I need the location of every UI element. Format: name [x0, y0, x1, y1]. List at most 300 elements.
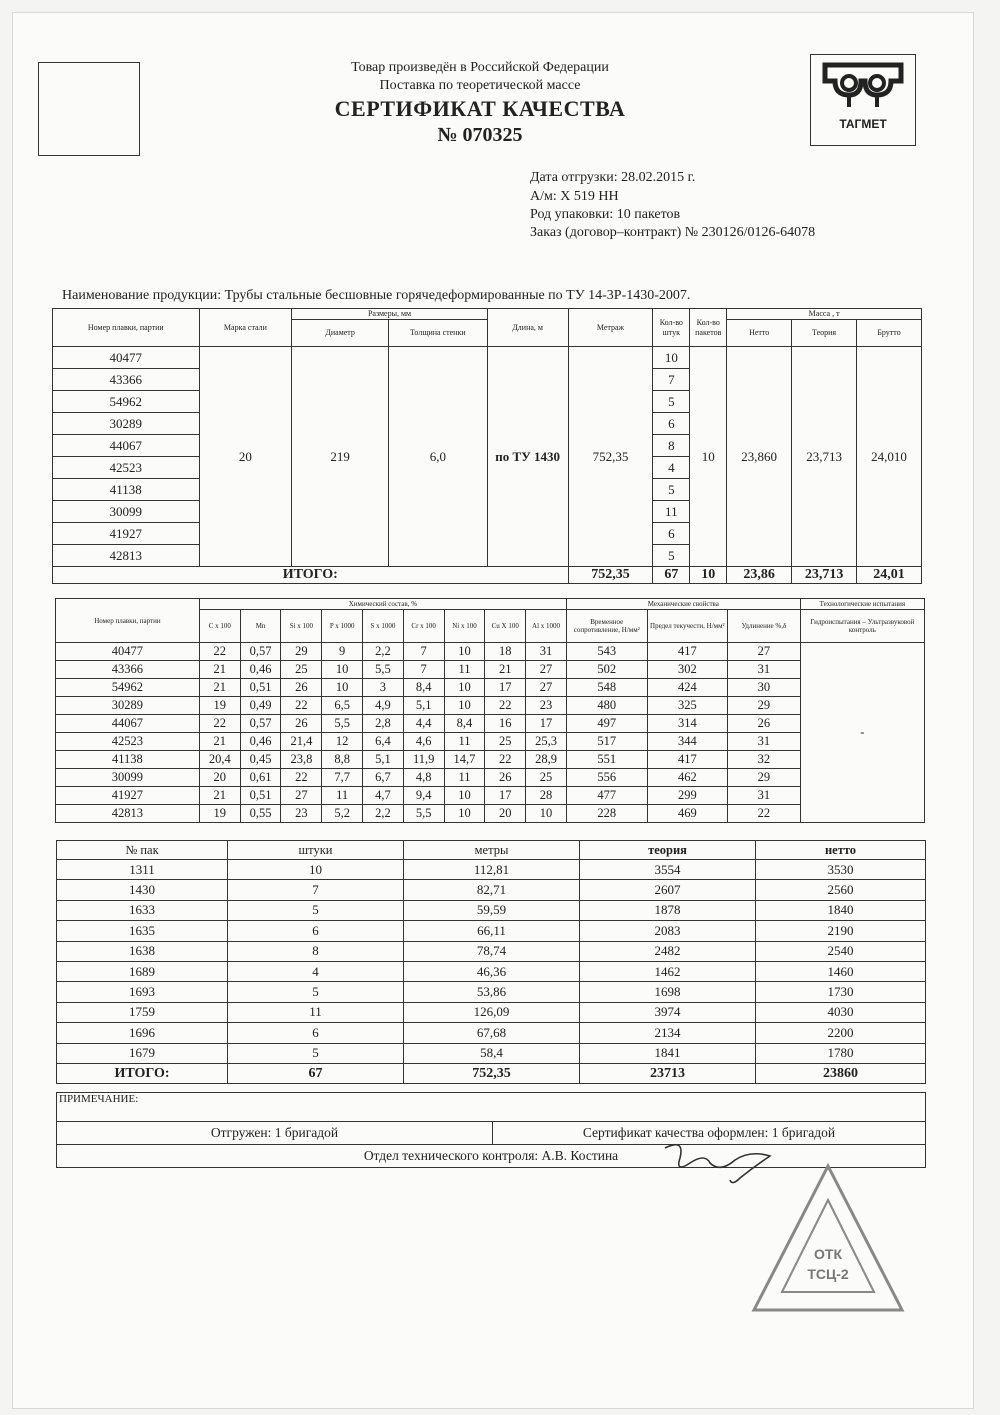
net-cell: 2190	[756, 921, 926, 941]
theory-cell: 2083	[580, 921, 756, 941]
net-cell: 1730	[756, 982, 926, 1002]
stamp-otk: ОТК	[814, 1246, 842, 1262]
value-cell: 0,55	[240, 805, 281, 823]
meters-cell: 53,86	[404, 982, 580, 1002]
value-cell: 314	[647, 715, 728, 733]
net-cell: 4030	[756, 1002, 926, 1022]
value-cell: 22	[281, 769, 322, 787]
col-length: Длина, м	[487, 309, 568, 347]
value-cell: 10	[526, 805, 567, 823]
col-yield: Предел текучести, Н/мм²	[647, 610, 728, 643]
meters-cell: 78,74	[404, 941, 580, 961]
net-cell: 2560	[756, 880, 926, 900]
value-cell: 0,57	[240, 643, 281, 661]
logo-mark-icon	[811, 55, 915, 125]
value-cell: 22	[485, 697, 526, 715]
col-chem: Химический состав, %	[199, 599, 566, 610]
value-cell: 8,4	[444, 715, 485, 733]
value-cell: 31	[728, 733, 801, 751]
value-cell: 551	[566, 751, 647, 769]
pack-cell: 1633	[57, 900, 228, 920]
col-packages: Кол-во пакетов	[690, 309, 727, 347]
col-grade: Марка стали	[199, 309, 292, 347]
meters-cell: 46,36	[404, 961, 580, 981]
meters-cell: 58,4	[404, 1043, 580, 1063]
value-cell: 0,61	[240, 769, 281, 787]
col-pieces: штуки	[228, 841, 404, 860]
ship-date: Дата отгрузки: 28.02.2015 г.	[530, 170, 696, 185]
col-diameter: Диаметр	[292, 320, 389, 347]
meters-cell: 59,59	[404, 900, 580, 920]
value-cell: 10	[444, 679, 485, 697]
meters-cell: 752,35	[568, 347, 653, 567]
total-pieces: 67	[228, 1063, 404, 1083]
wall-cell: 6,0	[389, 347, 488, 567]
pieces-cell: 5	[228, 900, 404, 920]
value-cell: 5,5	[322, 715, 363, 733]
value-cell: 9	[322, 643, 363, 661]
delivery-line: Поставка по теоретической массе	[379, 78, 581, 93]
pack-cell: 1693	[57, 982, 228, 1002]
col-c: C x 100	[199, 610, 240, 643]
value-cell: 11	[444, 769, 485, 787]
pieces-cell: 5	[228, 982, 404, 1002]
melt-cell: 41927	[56, 787, 200, 805]
pieces-cell: 5	[653, 545, 690, 567]
meters-cell: 126,09	[404, 1002, 580, 1022]
table-row	[56, 805, 925, 823]
col-net: нетто	[756, 841, 926, 860]
value-cell: 5,1	[363, 751, 404, 769]
col-meters: метры	[404, 841, 580, 860]
value-cell: 6,5	[322, 697, 363, 715]
total-gross: 24,01	[857, 567, 922, 584]
value-cell: 477	[566, 787, 647, 805]
pieces-cell: 8	[653, 435, 690, 457]
value-cell: 31	[728, 787, 801, 805]
pieces-cell: 5	[228, 1043, 404, 1063]
meters-cell: 112,81	[404, 860, 580, 880]
issued-by: Сертификат качества оформлен: 1 бригадой	[493, 1122, 926, 1145]
value-cell: 25	[281, 661, 322, 679]
pieces-cell: 5	[653, 479, 690, 501]
value-cell: 6,7	[363, 769, 404, 787]
col-sizes: Размеры, мм	[292, 309, 487, 320]
value-cell: 0,51	[240, 679, 281, 697]
value-cell: 2,2	[363, 643, 404, 661]
theory-cell: 3554	[580, 860, 756, 880]
col-tech: Технологические испытания	[800, 599, 924, 610]
value-cell: 0,49	[240, 697, 281, 715]
total-theory: 23713	[580, 1063, 756, 1083]
col-meters: Метраж	[568, 309, 653, 347]
pieces-cell: 11	[653, 501, 690, 523]
col-pack: № пак	[57, 841, 228, 860]
value-cell: 8,8	[322, 751, 363, 769]
col-s: S x 1000	[363, 610, 404, 643]
value-cell: 20	[199, 769, 240, 787]
pack-cell: 1311	[57, 860, 228, 880]
value-cell: 25	[485, 733, 526, 751]
length-cell: по ТУ 1430	[487, 347, 568, 567]
table-row	[56, 787, 925, 805]
col-p: P x 1000	[322, 610, 363, 643]
table-row	[57, 860, 926, 880]
grade-cell: 20	[199, 347, 292, 567]
value-cell: 4,7	[363, 787, 404, 805]
meters-cell: 66,11	[404, 921, 580, 941]
company-logo	[810, 54, 916, 146]
value-cell: 299	[647, 787, 728, 805]
value-cell: 5,5	[363, 661, 404, 679]
col-al: Al x 1000	[526, 610, 567, 643]
melt-cell: 30289	[53, 413, 200, 435]
total-net: 23860	[756, 1063, 926, 1083]
value-cell: 21	[485, 661, 526, 679]
theory-cell: 2607	[580, 880, 756, 900]
net-cell: 3530	[756, 860, 926, 880]
melt-cell: 30099	[56, 769, 200, 787]
col-mn: Mn	[240, 610, 281, 643]
value-cell: 7	[403, 643, 444, 661]
value-cell: 0,46	[240, 733, 281, 751]
value-cell: 10	[322, 679, 363, 697]
net-cell: 2200	[756, 1023, 926, 1043]
melt-cell: 42813	[56, 805, 200, 823]
pack-cell: 1430	[57, 880, 228, 900]
table-row	[56, 733, 925, 751]
pack-cell: 1696	[57, 1023, 228, 1043]
value-cell: 29	[728, 697, 801, 715]
value-cell: 22	[281, 697, 322, 715]
table-row	[57, 982, 926, 1002]
net-cell: 2540	[756, 941, 926, 961]
value-cell: 31	[728, 661, 801, 679]
value-cell: 20,4	[199, 751, 240, 769]
pack-cell: 1635	[57, 921, 228, 941]
pieces-cell: 11	[228, 1002, 404, 1022]
pieces-cell: 4	[228, 961, 404, 981]
value-cell: 23	[526, 697, 567, 715]
pieces-cell: 7	[653, 369, 690, 391]
value-cell: 11	[444, 661, 485, 679]
col-mass: Масса , т	[727, 309, 922, 320]
value-cell: 0,57	[240, 715, 281, 733]
value-cell: 0,45	[240, 751, 281, 769]
value-cell: 21	[199, 787, 240, 805]
col-elongation: Удлинение %,δ	[728, 610, 801, 643]
certificate-number: № 070325	[437, 124, 523, 146]
table-row	[57, 1002, 926, 1022]
value-cell: 21	[199, 679, 240, 697]
value-cell: 17	[485, 787, 526, 805]
theory-cell: 23,713	[792, 347, 857, 567]
total-net: 23,86	[727, 567, 792, 584]
melt-cell: 40477	[53, 347, 200, 369]
value-cell: 19	[199, 805, 240, 823]
gross-cell: 24,010	[857, 347, 922, 567]
value-cell: 325	[647, 697, 728, 715]
value-cell: 497	[566, 715, 647, 733]
value-cell: 18	[485, 643, 526, 661]
meters-cell: 82,71	[404, 880, 580, 900]
value-cell: 25,3	[526, 733, 567, 751]
value-cell: 302	[647, 661, 728, 679]
value-cell: 8,4	[403, 679, 444, 697]
value-cell: 5,1	[403, 697, 444, 715]
value-cell: 556	[566, 769, 647, 787]
total-label: ИТОГО:	[53, 567, 569, 584]
footer-table	[56, 1092, 926, 1168]
value-cell: 26	[281, 679, 322, 697]
value-cell: 14,7	[444, 751, 485, 769]
col-gross: Брутто	[857, 320, 922, 347]
value-cell: 4,8	[403, 769, 444, 787]
value-cell: 29	[728, 769, 801, 787]
col-wall: Толщина стенки	[389, 320, 488, 347]
value-cell: 32	[728, 751, 801, 769]
value-cell: 28	[526, 787, 567, 805]
col-cr: Cr x 100	[403, 610, 444, 643]
meters-cell: 67,68	[404, 1023, 580, 1043]
value-cell: 23	[281, 805, 322, 823]
value-cell: 22	[199, 715, 240, 733]
total-row	[53, 567, 922, 584]
otk-stamp-icon	[748, 1160, 908, 1320]
table-row	[57, 900, 926, 920]
logo-brand: ТАГМЕТ	[839, 117, 887, 131]
table-row	[56, 679, 925, 697]
value-cell: 17	[526, 715, 567, 733]
shipped-by: Отгружен: 1 бригадой	[57, 1122, 493, 1145]
value-cell: 12	[322, 733, 363, 751]
table-row	[57, 921, 926, 941]
col-theory: Теория	[792, 320, 857, 347]
value-cell: 6,4	[363, 733, 404, 751]
product-table	[52, 308, 922, 584]
value-cell: 0,46	[240, 661, 281, 679]
value-cell: 30	[728, 679, 801, 697]
pieces-cell: 4	[653, 457, 690, 479]
value-cell: 16	[485, 715, 526, 733]
pieces-cell: 6	[228, 921, 404, 941]
total-meters: 752,35	[404, 1063, 580, 1083]
blank-box	[38, 62, 140, 156]
col-net: Нетто	[727, 320, 792, 347]
table-row	[57, 961, 926, 981]
product-name: Наименование продукции: Трубы стальные бесшовные горячедеформированные по ТУ 14-3Р-1430-2007.	[62, 288, 691, 303]
order-number: Заказ (договор–контракт) № 230126/0126-64078	[530, 225, 816, 240]
value-cell: 26	[728, 715, 801, 733]
value-cell: 31	[526, 643, 567, 661]
value-cell: 9,4	[403, 787, 444, 805]
value-cell: 22	[199, 643, 240, 661]
melt-cell: 42813	[53, 545, 200, 567]
value-cell: 26	[485, 769, 526, 787]
packages-table	[56, 840, 926, 1084]
value-cell: 17	[485, 679, 526, 697]
theory-cell: 3974	[580, 1002, 756, 1022]
melt-cell: 42523	[53, 457, 200, 479]
value-cell: 10	[444, 805, 485, 823]
theory-cell: 1462	[580, 961, 756, 981]
col-tensile: Временное сопротивление, Н/мм²	[566, 610, 647, 643]
pieces-cell: 8	[228, 941, 404, 961]
value-cell: 4,4	[403, 715, 444, 733]
value-cell: 469	[647, 805, 728, 823]
col-cu: Cu X 100	[485, 610, 526, 643]
melt-cell: 44067	[56, 715, 200, 733]
value-cell: 22	[485, 751, 526, 769]
value-cell: 25	[526, 769, 567, 787]
packages-cell: 10	[690, 347, 727, 567]
theory-cell: 1698	[580, 982, 756, 1002]
total-meters: 752,35	[568, 567, 653, 584]
melt-cell: 41138	[56, 751, 200, 769]
total-row	[57, 1063, 926, 1083]
value-cell: 11	[444, 733, 485, 751]
value-cell: 27	[526, 679, 567, 697]
table-row	[56, 643, 925, 661]
value-cell: 517	[566, 733, 647, 751]
total-label: ИТОГО:	[57, 1063, 228, 1083]
table-row	[53, 347, 922, 369]
table-row	[57, 880, 926, 900]
origin-line: Товар произведён в Российской Федерации	[351, 60, 609, 75]
table-row	[57, 1023, 926, 1043]
value-cell: 21	[199, 661, 240, 679]
value-cell: 5,5	[403, 805, 444, 823]
col-melt: Номер плавки, партии	[53, 309, 200, 347]
table-row	[56, 715, 925, 733]
pieces-cell: 5	[653, 391, 690, 413]
melt-cell: 30289	[56, 697, 200, 715]
value-cell: 10	[322, 661, 363, 679]
value-cell: 21	[199, 733, 240, 751]
stamp-dept: ТСЦ-2	[807, 1266, 849, 1282]
col-ni: Ni x 100	[444, 610, 485, 643]
value-cell: 2,2	[363, 805, 404, 823]
pieces-cell: 7	[228, 880, 404, 900]
total-theory: 23,713	[792, 567, 857, 584]
pieces-cell: 10	[653, 347, 690, 369]
pack-cell: 1679	[57, 1043, 228, 1063]
value-cell: 29	[281, 643, 322, 661]
document-title: СЕРТИФИКАТ КАЧЕСТВА	[334, 96, 626, 121]
col-mech: Механические свойства	[566, 599, 800, 610]
col-hydro: Гидроиспытания – Ультразвуковой контроль	[800, 610, 924, 643]
value-cell: 7,7	[322, 769, 363, 787]
value-cell: 344	[647, 733, 728, 751]
col-pieces: Кол-во штук	[653, 309, 690, 347]
diameter-cell: 219	[292, 347, 389, 567]
melt-cell: 44067	[53, 435, 200, 457]
value-cell: 502	[566, 661, 647, 679]
col-melt: Номер плавки, партии	[56, 599, 200, 643]
melt-cell: 43366	[53, 369, 200, 391]
value-cell: 27	[281, 787, 322, 805]
total-packages: 10	[690, 567, 727, 584]
value-cell: 21,4	[281, 733, 322, 751]
packing-type: Род упаковки: 10 пакетов	[530, 207, 681, 222]
value-cell: 11,9	[403, 751, 444, 769]
theory-cell: 2482	[580, 941, 756, 961]
melt-cell: 42523	[56, 733, 200, 751]
pieces-cell: 6	[228, 1023, 404, 1043]
hydro-test-cell: -	[800, 643, 924, 823]
theory-cell: 2134	[580, 1023, 756, 1043]
value-cell: 4,9	[363, 697, 404, 715]
value-cell: 10	[444, 643, 485, 661]
table-row	[57, 1043, 926, 1063]
value-cell: 23,8	[281, 751, 322, 769]
value-cell: 22	[728, 805, 801, 823]
melt-cell: 41138	[53, 479, 200, 501]
theory-cell: 1878	[580, 900, 756, 920]
value-cell: 20	[485, 805, 526, 823]
value-cell: 424	[647, 679, 728, 697]
value-cell: 19	[199, 697, 240, 715]
melt-cell: 54962	[53, 391, 200, 413]
value-cell: 28,9	[526, 751, 567, 769]
pack-cell: 1759	[57, 1002, 228, 1022]
note-label: ПРИМЕЧАНИЕ:	[57, 1093, 926, 1122]
value-cell: 26	[281, 715, 322, 733]
theory-cell: 1841	[580, 1043, 756, 1063]
value-cell: 2,8	[363, 715, 404, 733]
value-cell: 27	[526, 661, 567, 679]
value-cell: 7	[403, 661, 444, 679]
value-cell: 27	[728, 643, 801, 661]
value-cell: 4,6	[403, 733, 444, 751]
vehicle-number: А/м: Х 519 НН	[530, 189, 619, 204]
col-si: Si x 100	[281, 610, 322, 643]
melt-cell: 40477	[56, 643, 200, 661]
value-cell: 10	[444, 787, 485, 805]
table-row	[56, 769, 925, 787]
col-theory: теория	[580, 841, 756, 860]
table-row	[56, 661, 925, 679]
value-cell: 480	[566, 697, 647, 715]
value-cell: 543	[566, 643, 647, 661]
net-cell: 1780	[756, 1043, 926, 1063]
net-cell: 1840	[756, 900, 926, 920]
value-cell: 462	[647, 769, 728, 787]
total-pieces: 67	[653, 567, 690, 584]
melt-cell: 54962	[56, 679, 200, 697]
value-cell: 417	[647, 643, 728, 661]
value-cell: 3	[363, 679, 404, 697]
table-row	[57, 941, 926, 961]
pieces-cell: 6	[653, 523, 690, 545]
value-cell: 10	[444, 697, 485, 715]
net-cell: 23,860	[727, 347, 792, 567]
chemistry-table	[55, 598, 925, 823]
melt-cell: 30099	[53, 501, 200, 523]
otk-signature-line: Отдел технического контроля: А.В. Костина	[57, 1145, 926, 1168]
value-cell: 228	[566, 805, 647, 823]
melt-cell: 43366	[56, 661, 200, 679]
pieces-cell: 6	[653, 413, 690, 435]
value-cell: 417	[647, 751, 728, 769]
table-row	[56, 751, 925, 769]
net-cell: 1460	[756, 961, 926, 981]
pieces-cell: 10	[228, 860, 404, 880]
pack-cell: 1689	[57, 961, 228, 981]
value-cell: 548	[566, 679, 647, 697]
pack-cell: 1638	[57, 941, 228, 961]
value-cell: 0,51	[240, 787, 281, 805]
